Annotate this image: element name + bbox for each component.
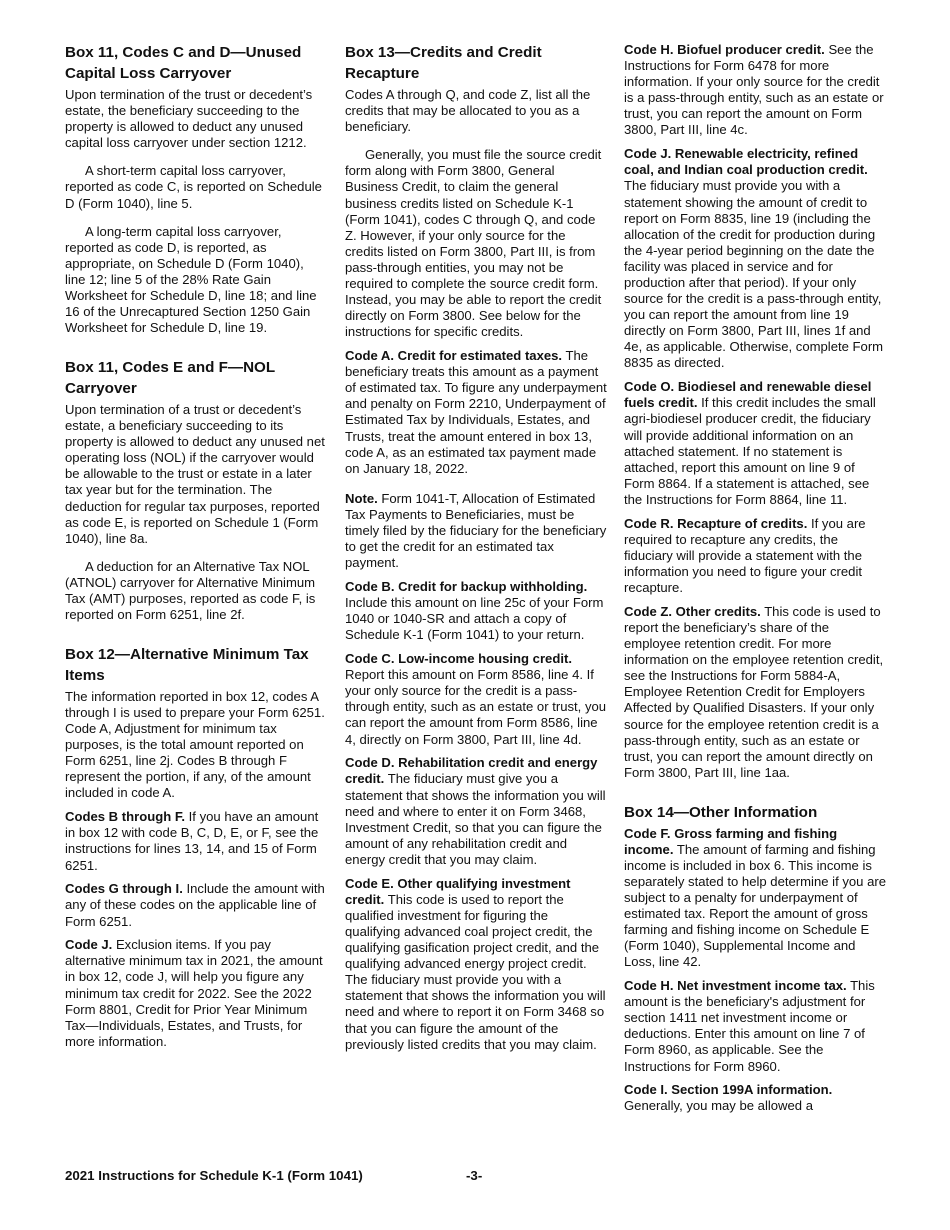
heading-box13: Box 13—Credits and Credit Recapture xyxy=(345,44,542,82)
paragraph: Code J. Exclusion items. If you pay alternative minimum tax in 2021, the amount in box 12, code J, will help you figure any minimum tax credit for 2022. See the 2022 Form 8801, Credit for Prior Year Minimum Tax—Individuals, Estates, and Trusts, for more information. xyxy=(65,937,323,1049)
run-in-heading: Codes G through I. xyxy=(65,881,183,897)
paragraph: Code A. Credit for estimated taxes. The beneficiary treats this amount as a payment of estimated tax. To figure any underpayment and penalty on Form 2210, Underpayment of Estimated Tax by Individuals, Estates, and Trusts, treat the amount entered in box 13, code A, as an estimated tax payment made on January 18, 2022. xyxy=(345,348,607,476)
heading-box12: Box 12—Alternative Minimum Tax Items xyxy=(65,645,309,684)
paragraph: Code E. Other qualifying investment credit. This code is used to report the qualified investment for figuring the qualifying advanced coal project credit, the qualifying gasification project credit, and the qualifying advanced energy project credit. The fiduciary must provide you with a statement that shows the information you will need and where to report it on Form 3468 so that you can figure the amount of the previously listed credits that you may claim. xyxy=(345,875,606,1052)
page-number: -3- xyxy=(466,1168,483,1183)
run-in-heading: Code C. Low-income housing credit. xyxy=(345,651,572,667)
paragraph: Code D. Rehabilitation credit and energy credit. The fiduciary must give you a statement that shows the information you will need and where to enter it on Form 3468, Investment Credit, so that you can figure the amount of any rehabilitation credit and energy credit that you may claim. xyxy=(345,755,606,867)
paragraph: A long-term capital loss carryover, reported as code D, is reported, as appropriate, on Schedule D (Form 1040), line 12; line 5 of the 28% Rate Gain Worksheet for Schedule D, line 18; and line 16 of the Unrecaptured Section 1250 Gain Worksheet for Schedule D, line 19. xyxy=(65,223,317,336)
run-in-heading: Code R. Recapture of credits. xyxy=(624,515,808,531)
paragraph: Upon termination of the trust or decedent’s estate, the beneficiary succeeding to the property is allowed to deduct any unused capital loss carryover under section 1212. xyxy=(65,87,313,151)
paragraph: Code I. Section 199A information. Generally, you may be allowed a xyxy=(624,1082,833,1114)
paragraph: Code J. Renewable electricity, refined coal, and Indian coal production credit. The fiduciary must provide you with a statement showing the amount of credit to report on Form 8835, line 19 (including the allocation of the credit for production during the 4-year period beginning on the date the facility was placed in service and for production after that period). If your only source for the credit is a pass-through entity, you can report the amount from line 19 directly on Form 3800, Part III, lines 1f and 4e, as applicable. Otherwise, complete Form 8835 as directed. xyxy=(624,146,884,371)
run-in-heading: Code D. Rehabilitation credit and energy credit. xyxy=(345,755,598,787)
run-in-heading: Code J. Renewable electricity, refined coal, and Indian coal production credit. xyxy=(624,146,868,178)
paragraph: A short-term capital loss carryover, reported as code C, is reported on Schedule D (Form 1040), line 5. xyxy=(65,163,322,211)
paragraph: Code C. Low-income housing credit. Report this amount on Form 8586, line 4. If your only source for the credit is a pass-through entity, such as an estate or trust, you can report the amount from Form 8586, line 4, directly on Form 3800, Part III, line 4d. xyxy=(345,651,607,747)
heading-box11-codes-c-d: Box 11, Codes C and D—Unused Capital Loss Carryover xyxy=(65,44,302,82)
paragraph: Code B. Credit for backup withholding. Include this amount on line 25c of your Form 1040 or 1040-SR and attach a copy of Schedule K-1 (Form 1041) to your return. xyxy=(345,579,604,643)
run-in-heading: Code E. Other qualifying investment credit. xyxy=(345,875,571,907)
paragraph: Code Z. Other credits. This code is used to report the beneficiary’s share of the employee retention credit. For more information on the employee retention credit, see the Instructions for Form 5884-A, Employee Retention Credit for Employers Affected by Qualified Disasters. If your only source for the employee retention credit is a pass-through entity, such as an estate or trust, you can report the amount directly on Form 3800, Part III, line 1aa. xyxy=(624,603,884,780)
paragraph: Generally, you must file the source credit form along with Form 3800, General Business Credit, to claim the general business credits listed on Schedule K-1 (Form 1041), codes C through Q, and code Z. However, if your only source for the credits listed on Form 3800, Part III, is from pass-through entities, you may not be required to complete the source credit form. Instead, you may be able to report the credit directly on Form 3800. See below for the instructions for specific credits. xyxy=(345,147,602,340)
paragraph: Codes B through F. If you have an amount in box 12 with code B, C, D, E, or F, see the instructions for lines 13, 14, and 15 of Form 6251. xyxy=(65,809,319,873)
run-in-heading: Codes B through F. xyxy=(65,809,186,825)
paragraph: Note. Form 1041-T, Allocation of Estimated Tax Payments to Beneficiaries, must be timely filed by the fiduciary for the beneficiary to get the credit for an estimated tax payment. xyxy=(345,490,607,571)
run-in-heading: Code B. Credit for backup withholding. xyxy=(345,579,588,594)
column-left xyxy=(65,42,327,1058)
column-middle xyxy=(345,42,607,1060)
paragraph: Code R. Recapture of credits. If you are required to recapture any credits, the fiduciary will provide a statement with the information you need to figure your credit recapture. xyxy=(624,515,866,596)
run-in-heading: Code O. Biodiesel and renewable diesel fuels credit. xyxy=(624,379,872,411)
paragraph: Code H. Biofuel producer credit. See the Instructions for Form 6478 for more information. If your only source for the credit is a pass-through entity, such as an estate or trust, you can report the amount on Form 3800, Part III, line 4c. xyxy=(624,42,884,138)
column-right xyxy=(624,42,888,1122)
heading-box11-codes-e-f: Box 11, Codes E and F—NOL Carryover xyxy=(65,359,275,397)
paragraph: Code O. Biodiesel and renewable diesel fuels credit. If this credit includes the small agri-biodiesel producer credit, the fiduciary will provide additional information on an attached statement. If no statement is attached, report this amount on line 9 of Form 8864. If a statement is attached, see the Instructions for Form 8864, line 11. xyxy=(624,379,876,507)
run-in-heading: Code J. xyxy=(65,937,113,953)
run-in-heading: Code I. Section 199A information. xyxy=(624,1082,833,1098)
run-in-heading: Code F. Gross farming and fishing income. xyxy=(624,825,838,857)
footer-title: 2021 Instructions for Schedule K-1 (Form 1041) xyxy=(65,1168,363,1183)
paragraph: Codes G through I. Include the amount with any of these codes on the applicable line of Form 6251. xyxy=(65,881,325,929)
paragraph: Codes A through Q, and code Z, list all the credits that may be allocated to you as a beneficiary. xyxy=(345,87,591,135)
paragraph: Upon termination of a trust or decedent’s estate, a beneficiary succeeding to its property is allowed to deduct any unused net operating loss (NOL) if the carryover would be allowable to the trust or estate in a later tax year but for the termination. The deduction for regular tax purposes, reported as code E, is reported on Schedule 1 (Form 1040), line 8a. xyxy=(65,402,325,546)
run-in-heading: Note. xyxy=(345,490,378,506)
heading-box14: Box 14—Other Information xyxy=(624,803,818,821)
run-in-heading: Code H. Net investment income tax. xyxy=(624,978,847,994)
run-in-heading: Code H. Biofuel producer credit. xyxy=(624,42,825,57)
run-in-heading: Code Z. Other credits. xyxy=(624,603,761,619)
paragraph: Code H. Net investment income tax. This amount is the beneficiary's adjustment for section 1411 net investment income or deductions. Enter this amount on line 7 of Form 8960, as applicable. See the Instructions for Form 8960. xyxy=(624,978,875,1074)
paragraph: Code F. Gross farming and fishing income. The amount of farming and fishing income is included in box 6. This income is separately stated to help determine if you are subject to a penalty for underpayment of estimated tax. Report the amount of gross farming and fishing income on Schedule E (Form 1040), Supplemental Income and Loss, line 42. xyxy=(624,825,887,970)
paragraph: The information reported in box 12, codes A through I is used to prepare your Form 6251. Code A, Adjustment for minimum tax purposes, is the total amount reported on Form 6251, line 2j. Codes B through F represent the portion, if any, of the amount included in code A. xyxy=(65,688,325,801)
paragraph: A deduction for an Alternative Tax NOL (ATNOL) carryover for Alternative Minimum Tax (AMT) purposes, reported as code F, is reported on Form 6251, line 2f. xyxy=(65,558,316,623)
run-in-heading: Code A. Credit for estimated taxes. xyxy=(345,348,563,364)
